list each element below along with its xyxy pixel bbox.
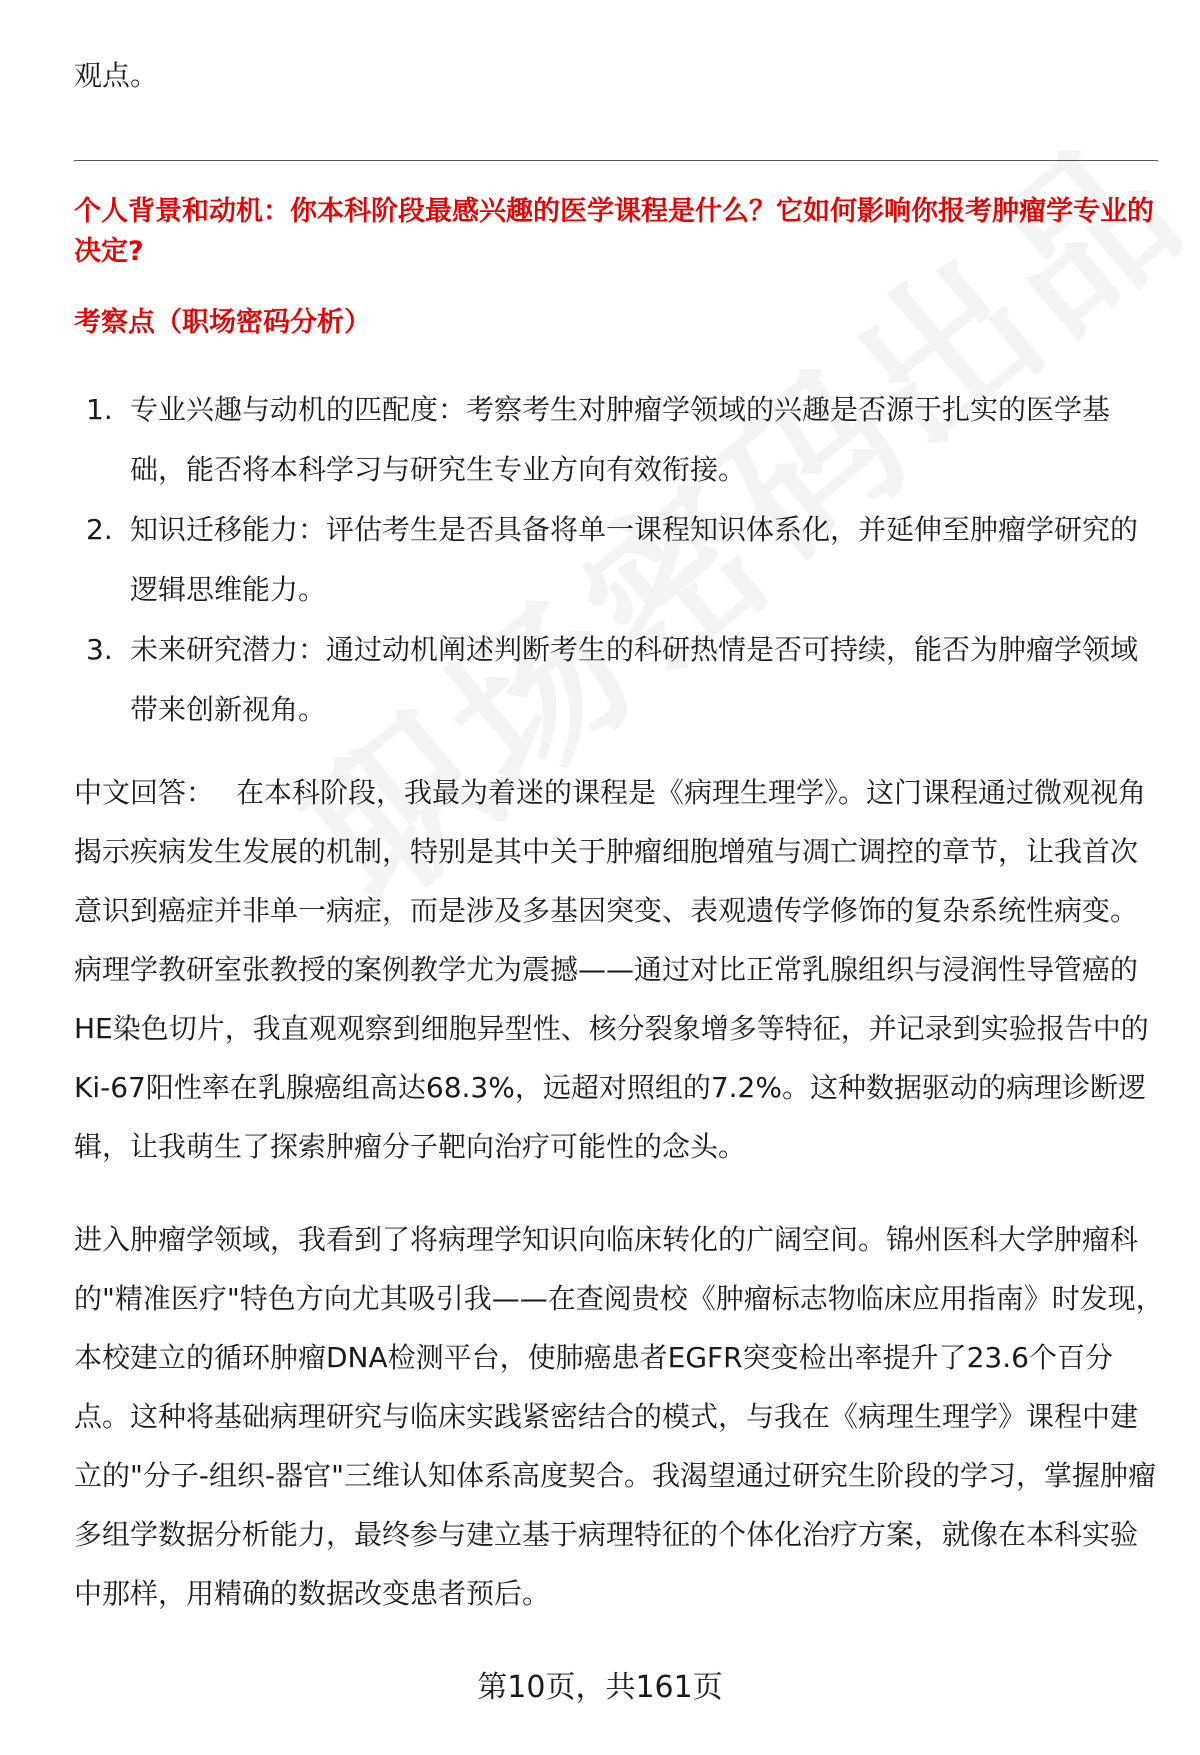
list-item-text: 知识迁移能力：评估考生是否具备将单一课程知识体系化，并延伸至肿瘤学研究的逻辑思维能力。 — [130, 513, 1139, 606]
list-item-number: 1. — [86, 393, 113, 426]
answer-paragraph — [74, 763, 1164, 1176]
list-item — [74, 620, 1164, 740]
continuation-text: 观点。 — [74, 59, 159, 92]
answer-label: 中文回答： — [74, 776, 215, 809]
list-item — [74, 500, 1164, 620]
assessment-points-list — [74, 380, 1164, 740]
list-item-number: 2. — [86, 513, 113, 546]
section-title: 考察点（职场密码分析） — [74, 307, 371, 338]
page-number: 第10页，共161页 — [477, 1670, 723, 1705]
question-heading: 个人背景和动机：你本科阶段最感兴趣的医学课程是什么？它如何影响你报考肿瘤学专业的决定? — [74, 196, 1154, 267]
answer-paragraph: 进入肿瘤学领域，我看到了将病理学知识向临床转化的广阔空间。锦州医科大学肿瘤科的"精准医疗"特色方向尤其吸引我——在查阅贵校《肿瘤标志物临床应用指南》时发现，本校建立的循环肿瘤DNA检测平台，使肺癌患者EGFR突变检出率提升了23.6个百分点。这种将基础病理研究与临床实践紧密结合的模式，与我在《病理生理学》课程中建立的"分子-组织-器官"三维认知体系高度契合。我渴望通过研究生阶段的学习，掌握肿瘤多组学数据分析能力，最终参与建立基于病理特征的个体化治疗方案，就像在本科实验中那样，用精确的数据改变患者预后。 — [74, 1223, 1164, 1610]
list-item-text: 专业兴趣与动机的匹配度：考察考生对肿瘤学领域的兴趣是否源于扎实的医学基础，能否将本科学习与研究生专业方向有效衔接。 — [130, 393, 1111, 486]
list-item-text: 未来研究潜力：通过动机阐述判断考生的科研热情是否可持续，能否为肿瘤学领域带来创新视角。 — [130, 633, 1139, 726]
list-item — [74, 380, 1164, 500]
section-divider — [74, 160, 1158, 161]
list-item-number: 3. — [86, 633, 113, 666]
answer-text: 在本科阶段，我最为着迷的课程是《病理生理学》。这门课程通过微观视角揭示疾病发生发展的机制，特别是其中关于肿瘤细胞增殖与凋亡调控的章节，让我首次意识到癌症并非单一病症，而是涉及多基因突变、表观遗传学修饰的复杂系统性病变。病理学教研室张教授的案例教学尤为震撼——通过对比正常乳腺组织与浸润性导管癌的HE染色切片，我直观观察到细胞异型性、核分裂象增多等特征，并记录到实验报告中的Ki-67阳性率在乳腺癌组高达68.3%，远超对照组的7.2%。这种数据驱动的病理诊断逻辑，让我萌生了探索肿瘤分子靶向治疗可能性的念头。 — [74, 776, 1149, 1163]
